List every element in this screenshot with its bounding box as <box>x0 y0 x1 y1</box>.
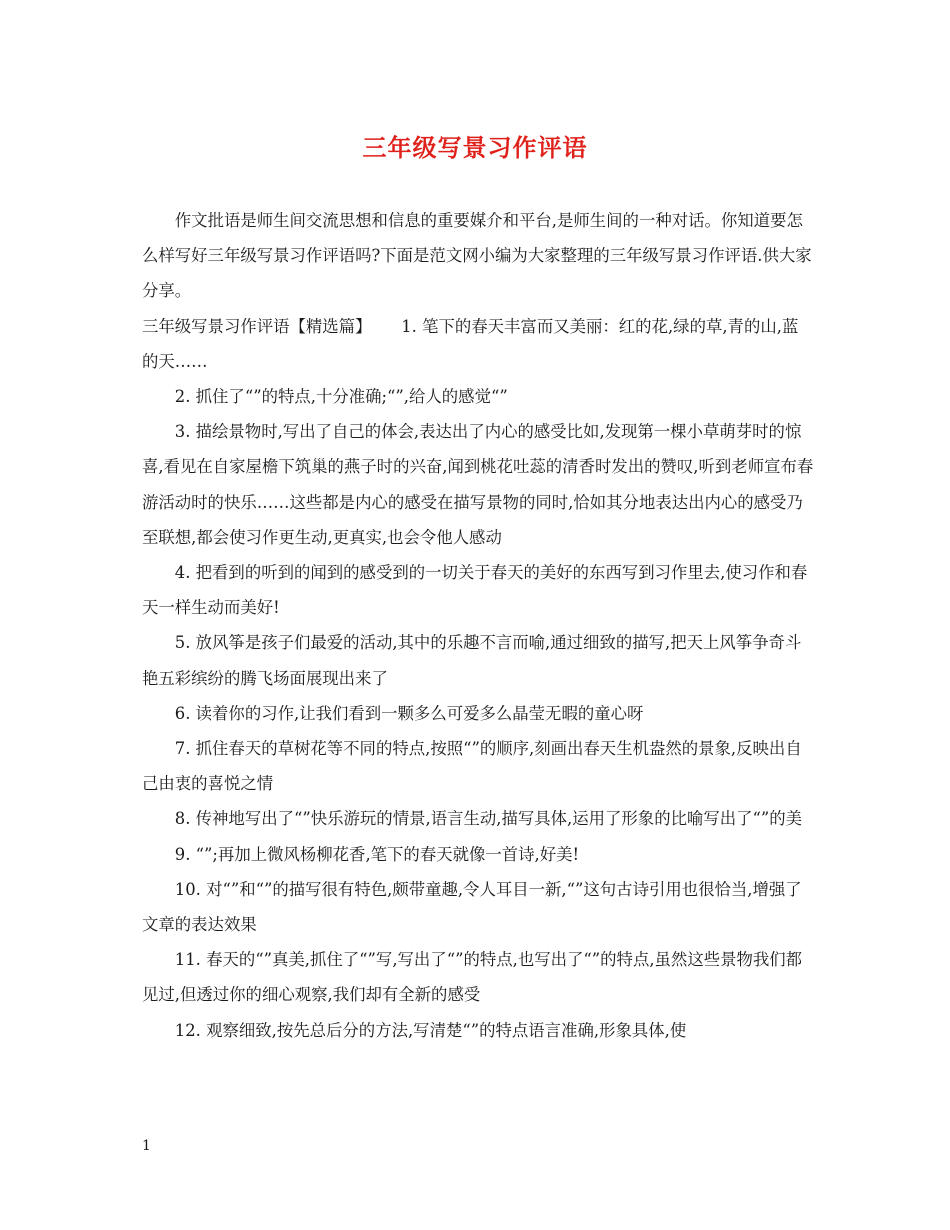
comment-item-3: 3. 描绘景物时,写出了自己的体会,表达出了内心的感受比如,发现第一棵小草萌芽时的惊喜,看见在自家屋檐下筑巢的燕子时的兴奋,闻到桃花吐蕊的清香时发出的赞叹,听到老师宣布春游活动时的快乐……这些都是内心的感受在描写景物的同时,恰如其分地表达出内心的感受乃至联想,都会使习作更生动,更真实,也会令他人感动 <box>142 422 814 547</box>
section-heading-paragraph: 三年级写景习作评语【精选篇】 1. 笔下的春天丰富而又美丽：红的花,绿的草,青的山,蓝的天…… <box>142 316 799 371</box>
comment-item-4: 4. 把看到的听到的闻到的感受到的一切关于春天的美好的东西写到习作里去,使习作和春天一样生动而美好! <box>142 563 808 618</box>
comment-item-10: 10. 对“”和“”的描写很有特色,颇带童趣,令人耳目一新,“”这句古诗引用也很恰当,增强了文章的表达效果 <box>142 879 802 935</box>
comment-item-2: 2. 抓住了“”的特点,十分准确;“”,给人的感觉“” <box>174 387 508 407</box>
comment-item-6: 6. 读着你的习作,让我们看到一颗多么可爱多么晶莹无暇的童心呀 <box>174 703 644 723</box>
comment-item-9: 9. “”;再加上微风杨柳花香,笔下的春天就像一首诗,好美! <box>174 844 580 864</box>
comment-item-11: 11. 春天的“”真美,抓住了“”写,写出了“”的特点,也写出了“”的特点,虽然这些景物我们都见过,但透过你的细心观察,我们却有全新的感受 <box>142 950 803 1005</box>
document-title: 三年级写景习作评语 <box>362 133 588 162</box>
comment-item-12: 12. 观察细致,按先总后分的方法,写清楚“”的特点语言准确,形象具体,使 <box>174 1020 687 1040</box>
intro-paragraph: 作文批语是师生间交流思想和信息的重要媒介和平台,是师生间的一种对话。你知道要怎么样写好三年级写景习作评语吗?下面是范文网小编为大家整理的三年级写景习作评语.供大家分享。 <box>142 211 812 301</box>
comment-item-5: 5. 放风筝是孩子们最爱的活动,其中的乐趣不言而喻,通过细致的描写,把天上风筝争奇斗艳五彩缤纷的腾飞场面展现出来了 <box>142 633 802 688</box>
comment-item-7: 7. 抓住春天的草树花等不同的特点,按照“”的顺序,刻画出春天生机盎然的景象,反映出自己由衷的喜悦之情 <box>142 739 802 794</box>
document-body <box>142 203 814 1048</box>
comment-item-8: 8. 传神地写出了“”快乐游玩的情景,语言生动,描写具体,运用了形象的比喻写出了“”的美 <box>174 809 803 829</box>
page-number: 1 <box>142 1138 151 1154</box>
